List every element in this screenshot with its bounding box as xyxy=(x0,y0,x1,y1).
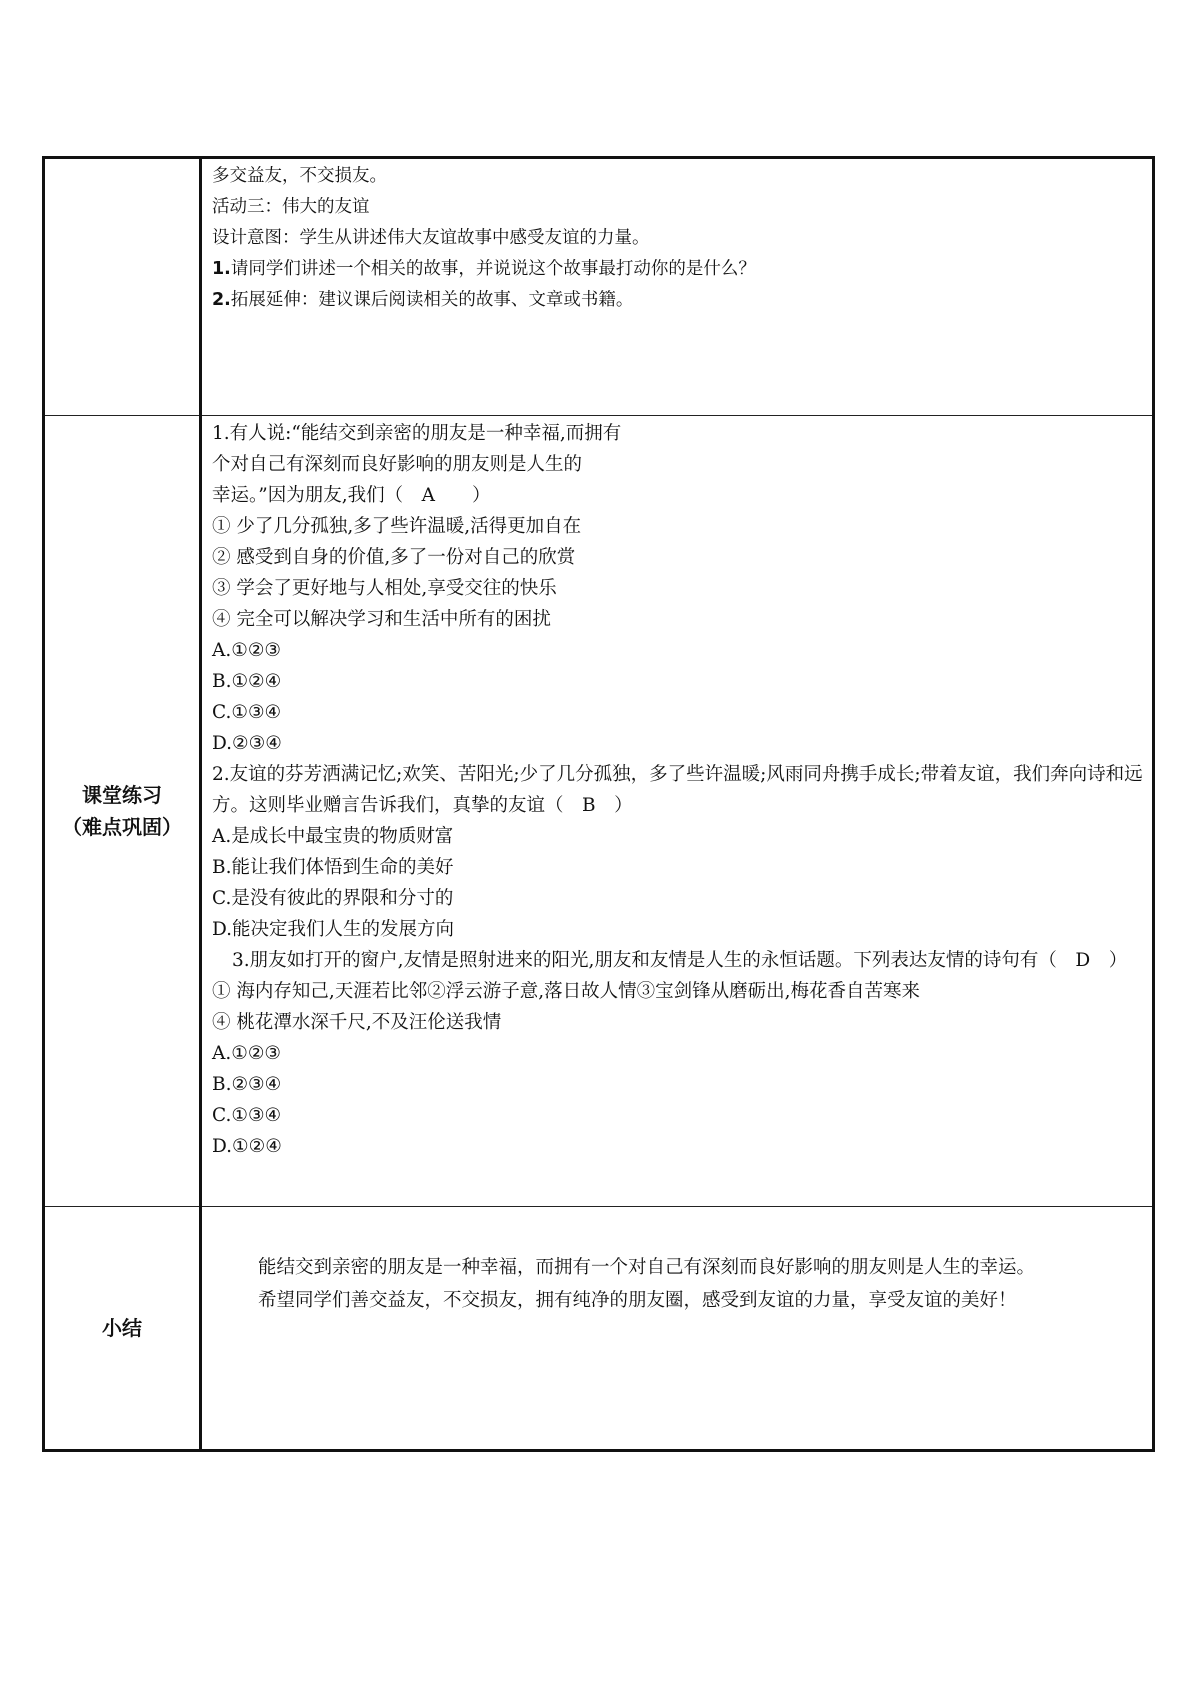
activity-line: 多交益友，不交损友。 xyxy=(212,166,387,186)
question-3-statement: ① 海内存知己,天涯若比邻②浮云游子意,落日故人情③宝剑锋从磨砺出,梅花香自苦寒来 xyxy=(212,981,921,1002)
question-3-option: D.①②④ xyxy=(212,1136,282,1157)
question-2-option: A.是成长中最宝贵的物质财富 xyxy=(212,826,454,847)
practice-label: 课堂练习 xyxy=(82,783,162,807)
summary-label-cell xyxy=(44,1207,201,1451)
question-1-option: A.①②③ xyxy=(212,640,281,661)
question-1-stem: 1.有人说:“能结交到亲密的朋友是一种幸福,而拥有 xyxy=(212,423,622,444)
summary-content-cell xyxy=(201,1207,1154,1451)
activity-content-cell xyxy=(201,158,1154,416)
design-intent: 设计意图：学生从讲述伟大友谊故事中感受友谊的力量。 xyxy=(212,228,650,248)
question-2-option: B.能让我们体悟到生命的美好 xyxy=(212,857,454,878)
question-2-option: C.是没有彼此的界限和分寸的 xyxy=(212,888,454,909)
summary-paragraph: 能结交到亲密的朋友是一种幸福，而拥有一个对自己有深刻而良好影响的朋友则是人生的幸运。 xyxy=(258,1257,1036,1278)
practice-sublabel: （难点巩固） xyxy=(62,815,182,839)
summary-body xyxy=(212,1209,1144,1317)
question-1-stem: 个对自己有深刻而良好影响的朋友则是人生的 xyxy=(212,454,583,475)
item-text: 拓展延伸：建议课后阅读相关的故事、文章或书籍。 xyxy=(230,290,634,310)
question-1-option: B.①②④ xyxy=(212,671,282,692)
summary-paragraph: 希望同学们善交益友，不交损友，拥有纯净的朋友圈，感受到友谊的力量，享受友谊的美好！ xyxy=(258,1290,1017,1311)
activity-item xyxy=(212,285,1144,316)
question-2-option: D.能决定我们人生的发展方向 xyxy=(212,919,455,940)
item-number: 1. xyxy=(212,259,231,279)
item-text: 请同学们讲述一个相关的故事，并说说这个故事最打动你的是什么？ xyxy=(230,259,756,279)
activity-item xyxy=(212,254,1144,285)
question-1-statement: ② 感受到自身的价值,多了一份对自己的欣赏 xyxy=(212,547,576,568)
question-3-option: B.②③④ xyxy=(212,1074,282,1095)
question-1-statement: ④ 完全可以解决学习和生活中所有的困扰 xyxy=(212,609,551,630)
activity-title: 活动三：伟大的友谊 xyxy=(212,197,370,217)
activity-row xyxy=(44,158,1154,416)
item-number: 2. xyxy=(212,290,231,310)
question-2-stem: 2.友谊的芬芳洒满记忆;欢笑、苦阳光;少了几分孤独，多了些许温暖;风雨同舟携手成长;带着友谊，我们奔向诗和远方。这则毕业赠言告诉我们，真挚的友谊（ B ） xyxy=(212,764,1143,816)
activity-label-cell xyxy=(44,158,201,416)
question-1-option: C.①③④ xyxy=(212,702,282,723)
question-3-option: C.①③④ xyxy=(212,1105,282,1126)
question-1-statement: ③ 学会了更好地与人相处,享受交往的快乐 xyxy=(212,578,557,599)
practice-label-cell xyxy=(44,416,201,1207)
summary-label: 小结 xyxy=(102,1316,142,1340)
practice-content-cell xyxy=(201,416,1154,1207)
question-3-stem-text: 3.朋友如打开的窗户,友情是照射进来的阳光,朋友和友情是人生的永恒话题。下列表达友情的诗句有（ D ） xyxy=(232,950,1128,971)
practice-row xyxy=(44,416,1154,1207)
summary-row xyxy=(44,1207,1154,1451)
question-1-stem: 幸运。”因为朋友,我们（ A ） xyxy=(212,485,491,506)
question-3-statement: ④ 桃花潭水深千尺,不及汪伦送我情 xyxy=(212,1012,502,1033)
question-1-option: D.②③④ xyxy=(212,733,282,754)
question-3-option: A.①②③ xyxy=(212,1043,281,1064)
question-1-statement: ① 少了几分孤独,多了些许温暖,活得更加自在 xyxy=(212,516,582,537)
question-3-stem xyxy=(212,945,1144,976)
lesson-plan-table xyxy=(42,156,1155,1452)
